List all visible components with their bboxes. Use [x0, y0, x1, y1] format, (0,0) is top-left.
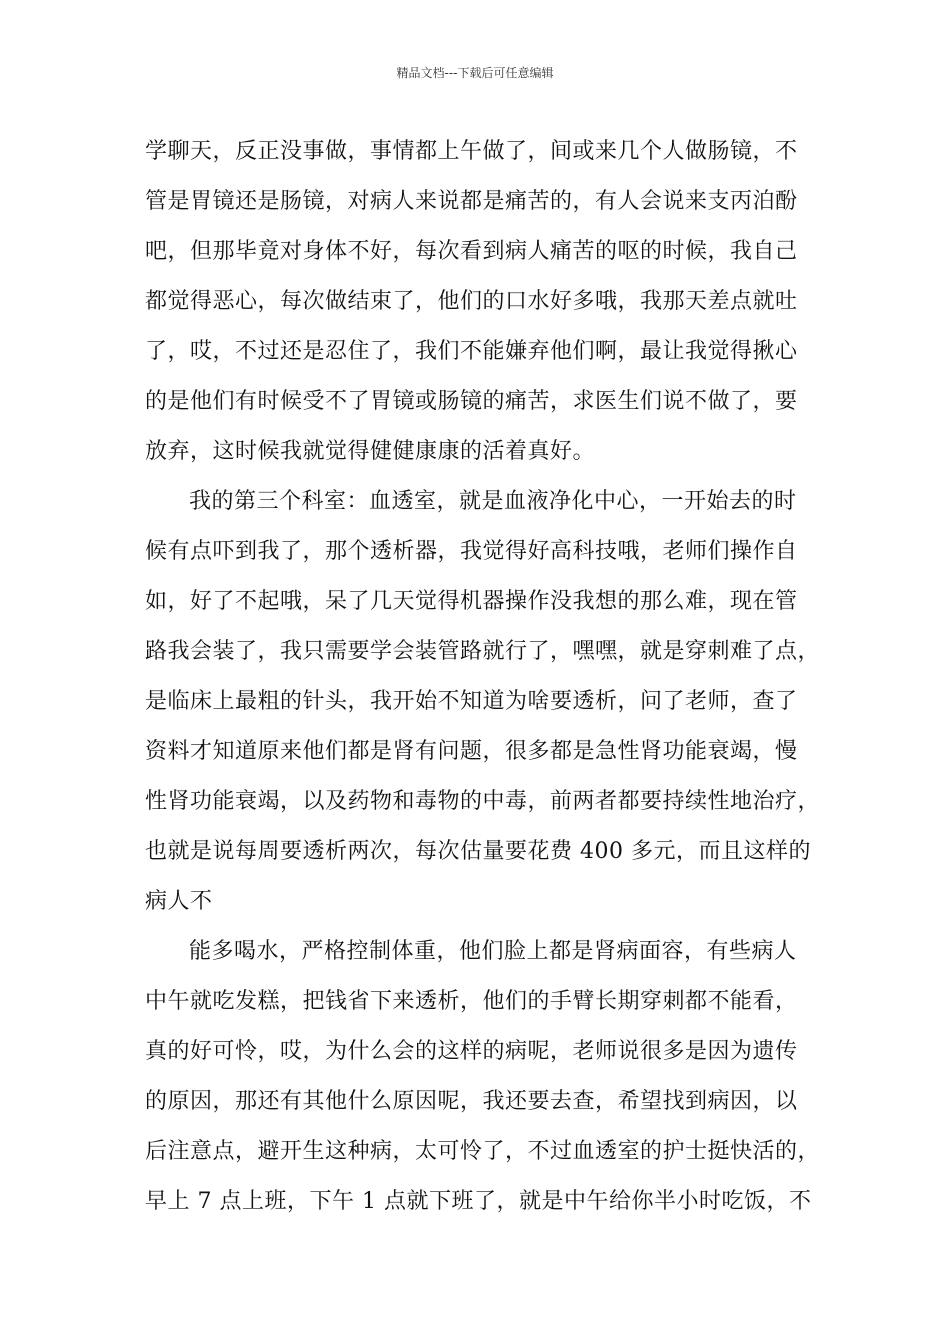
text-line: 的是他们有时候受不了胃镜或肠镜的痛苦，求医生们说不做了，要 — [145, 389, 798, 414]
text-line: 病人不 — [145, 889, 213, 914]
text-line: 路我会装了，我只需要学会装管路就行了，嘿嘿，就是穿刺难了点， — [145, 639, 821, 664]
text-line: 早上 7 点上班，下午 1 点就下班了，就是中午给你半小时吃饭，不 — [145, 1189, 812, 1214]
paragraph-start-line: 我的第三个科室：血透室，就是血液净化中心，一开始去的时 — [189, 489, 797, 514]
text-line: 放弃，这时候我就觉得健健康康的活着真好。 — [145, 439, 596, 464]
text-line: 吧，但那毕竟对身体不好，每次看到病人痛苦的呕的时候，我自己 — [145, 239, 798, 264]
text-line: 候有点吓到我了，那个透析器，我觉得好高科技哦，老师们操作自 — [145, 539, 798, 564]
text-line: 的原因，那还有其他什么原因呢，我还要去查，希望找到病因，以 — [145, 1089, 798, 1114]
text-line: 如，好了不起哦，呆了几天觉得机器操作没我想的那么难，现在管 — [145, 589, 798, 614]
text-line: 也就是说每周要透析两次，每次估量要花费 400 多元，而且这样的 — [145, 839, 811, 864]
text-line: 学聊天，反正没事做，事情都上午做了，间或来几个人做肠镜，不 — [145, 139, 798, 164]
text-line: 真的好可怜，哎，为什么会的这样的病呢，老师说很多是因为遗传 — [145, 1039, 798, 1064]
text-line: 性肾功能衰竭，以及药物和毒物的中毒，前两者都要持续性地治疗， — [145, 789, 821, 814]
text-line: 是临床上最粗的针头，我开始不知道为啥要透析，问了老师，查了 — [145, 689, 798, 714]
page-header: 精品文档---下载后可任意编辑 — [396, 66, 554, 80]
paragraph-start-line: 能多喝水，严格控制体重，他们脸上都是肾病面容，有些病人 — [189, 939, 797, 964]
text-line: 都觉得恶心，每次做结束了，他们的口水好多哦，我那天差点就吐 — [145, 289, 798, 314]
text-line: 后注意点，避开生这种病，太可怜了，不过血透室的护士挺快活的， — [145, 1139, 821, 1164]
text-line: 了，哎，不过还是忍住了，我们不能嫌弃他们啊，最让我觉得揪心 — [145, 339, 798, 364]
text-line: 资料才知道原来他们都是肾有问题，很多都是急性肾功能衰竭，慢 — [145, 739, 798, 764]
text-line: 管是胃镜还是肠镜，对病人来说都是痛苦的，有人会说来支丙泊酚 — [145, 189, 798, 214]
text-line: 中午就吃发糕，把钱省下来透析，他们的手臂长期穿刺都不能看， — [145, 989, 798, 1014]
